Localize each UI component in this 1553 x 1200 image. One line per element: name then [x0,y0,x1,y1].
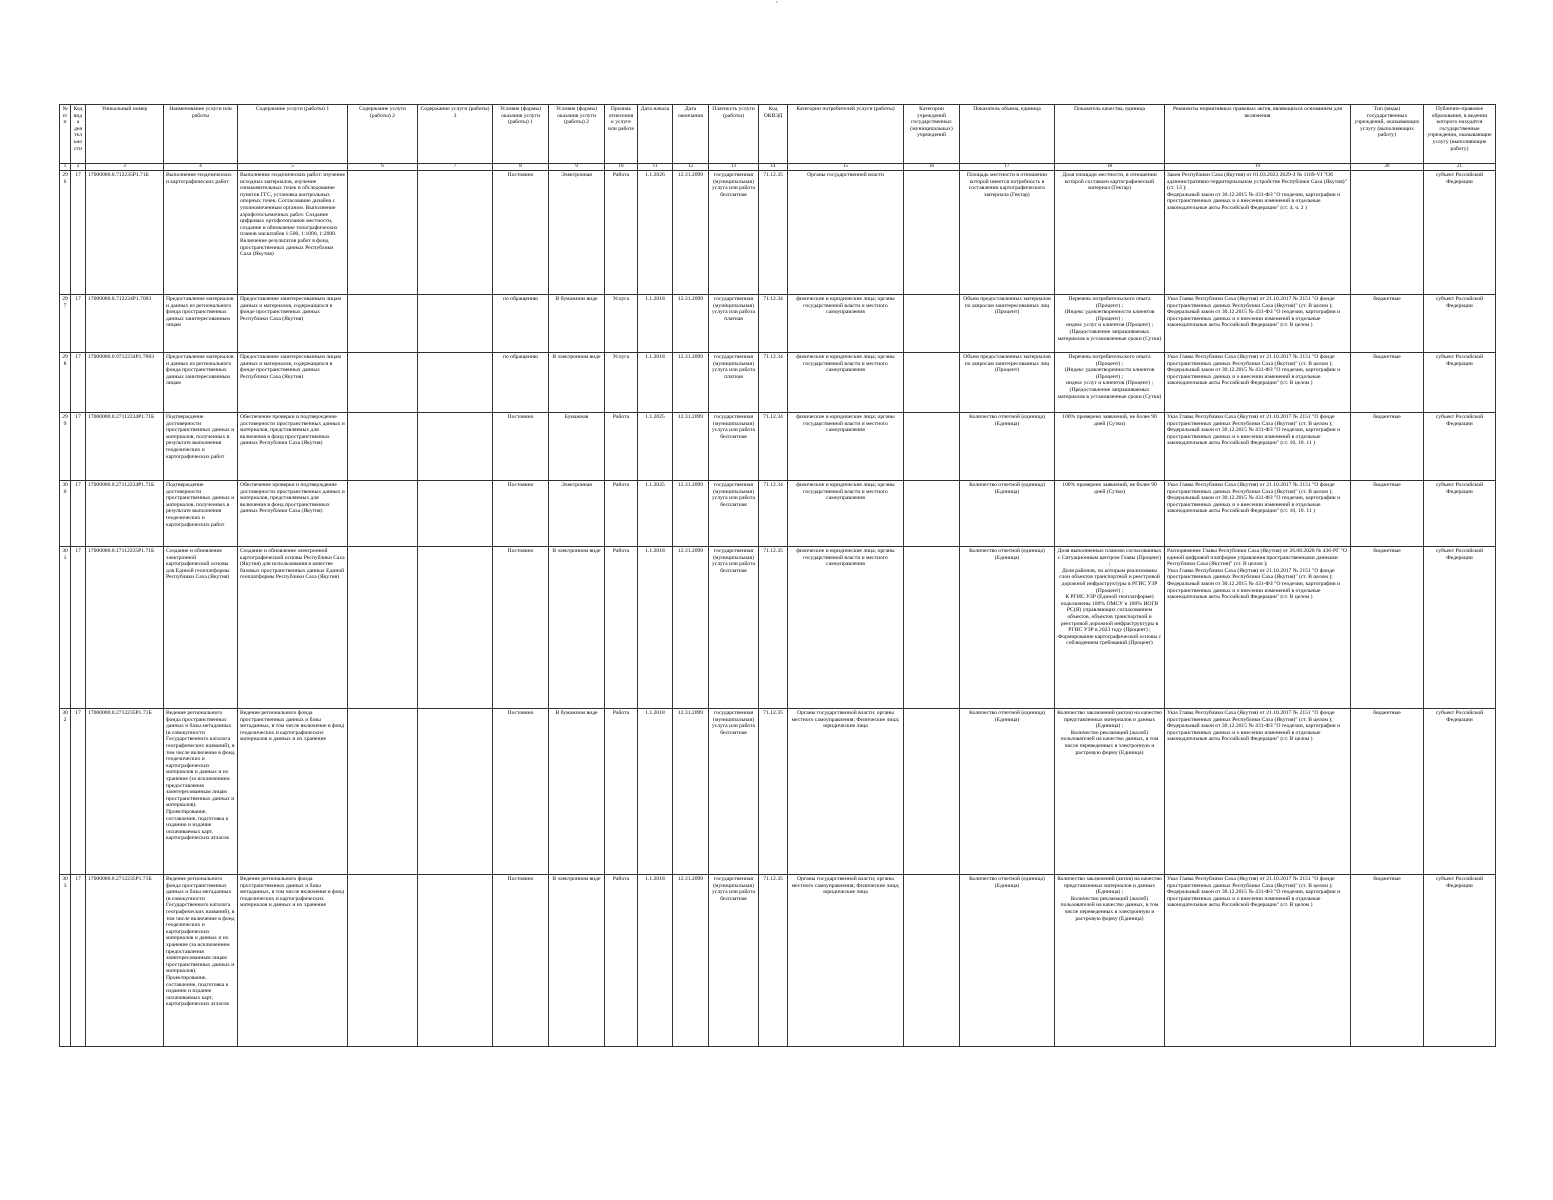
unique-number: 17000000.0.9712234P1.7003 [86,353,164,413]
service-content-3 [418,171,493,295]
volume-indicator: Количество отчетной (единица) (Единица) [960,709,1055,875]
public-entity: субъект Российской Федерации [1424,171,1496,295]
service-content-2 [348,709,418,875]
consumer-category: физические и юридические лица; органы государственной власти и местного самоуправления [788,353,904,413]
payment-type: государственная (муниципальная) услуга или работа бесплатная [709,709,759,875]
quality-indicator: 100% проверено заявлений, не более 90 дней (Сутки) [1055,481,1165,547]
legal-acts: Указ Главы Республики Саха (Якутия) от 21.10.2017 № 2151 "О фонде пространственных данных Республики Саха (Якутия)" (ст. В целом ); Федеральный закон от 30.12.2015 № 431-ФЗ "О геодезии, картографии и пространственных данных и о внесении изменений в отдельные законодательные акты Российской Федерации" (ст. В целом ) [1165,295,1351,353]
service-content-2 [348,481,418,547]
row-number: 297 [60,295,71,353]
start-date: 1.1.2025 [638,413,673,481]
consumer-category: Органы государственной власти; органы местного самоуправления; Физические лица; юридические лица [788,875,904,1047]
legal-acts: Указ Главы Республики Саха (Якутия) от 21.10.2017 № 2151 "О фонде пространственных данных Республики Саха (Якутия)" (ст. В целом ); Федеральный закон от 30.12.2015 № 431-ФЗ "О геодезии, картографии и пространственных данных и о внесении изменений в отдельные законодательные акты Российской Федерации" (ст. В целом ) [1165,709,1351,875]
institution-category [904,295,960,353]
column-number: 15 [788,164,904,171]
service-kind: Работа [605,547,638,709]
end-date: 12.31.2099 [673,875,709,1047]
payment-type: государственная (муниципальная) услуга или работа платная [709,295,759,353]
column-header: Условие (формы) оказания услуги (работы) 2 [549,105,605,164]
service-content-1: Обеспечение проверки и подтверждение достоверности пространственных данных и материалов, представляемых для включения в фонд пространственных данных Республики Саха (Якутия) [238,481,348,547]
start-date: 1.1.2025 [638,481,673,547]
column-header: Реквизиты нормативных правовых актов, являющихся основанием для включения [1165,105,1351,164]
column-number: 1 [60,164,71,171]
service-content-1: Предоставление заинтересованным лицам данных и материалов, содержащихся в фонде пространственных данных Республики Саха (Якутия) [238,353,348,413]
institution-category [904,481,960,547]
activity-code: 17 [71,295,86,353]
top-mark: " [776,2,779,7]
column-number: 11 [638,164,673,171]
okved-code: 71.12.34 [759,481,788,547]
service-condition-2: В электронном виде [549,547,605,709]
end-date: 12.31.2099 [673,353,709,413]
okved-code: 71.12.35 [759,709,788,875]
service-content-1: Выполнение геодезических работ: изучение исходных материалов, изучение ознакомительных точек и обследование пунктов ГГС, установка контрольных опорных точек. Согласование дизайна с уполномоченным органом. Выполнение аэрофотосъемочных работ. Создание цифровых ортофотопланов местности, создание и обновление топографических планов масштабов 1:500, 1:1000, 1:2000. Включение результатов работ в фонд пространственных данных Республики Саха (Якутия) [238,171,348,295]
unique-number: 17000000.0.27112234P1.71Б [86,481,164,547]
column-number: 20 [1351,164,1424,171]
end-date: 12.31.2099 [673,295,709,353]
service-content-1: Ведение регионального фонда пространственных данных и базы метаданных, в том числе включение в фонд геодезических и картографических материалов и данных и их хранение [238,875,348,1047]
service-condition-2: В бумажном виде [549,709,605,875]
table-row [60,295,1496,353]
service-content-2 [348,171,418,295]
service-content-3 [418,547,493,709]
service-content-1: Обеспечение проверки и подтверждение достоверности пространственных данных и материалов, представляемых для включения в фонд пространственных данных Республики Саха (Якутия) [238,413,348,481]
institution-category [904,875,960,1047]
institution-category [904,413,960,481]
service-content-1: Предоставление заинтересованным лицам данных и материалов, содержащихся в фонде пространственных данных Республики Саха (Якутия) [238,295,348,353]
column-header: Дата окончания [673,105,709,164]
service-content-2 [348,875,418,1047]
activity-code: 17 [71,171,86,295]
institution-type: бюджетные [1351,709,1424,875]
column-header: Показатель качества, единица [1055,105,1165,164]
service-condition-1: Постоянно [493,547,549,709]
unique-number: 17000000.0.2712235P1.71Б [86,875,164,1047]
column-header: Дата начала [638,105,673,164]
table-row [60,171,1496,295]
volume-indicator: Объем предоставленных материалов по запросам заинтересованных лиц (Процент) [960,353,1055,413]
okved-code: 71.12.34 [759,295,788,353]
service-name: Ведение регионального фонда пространственных данных и базы метаданных (в совокупности Государственного каталога географических названий), в том числе включение в фонд геодезических и картографических материалов и данных и их хранение (за исключением предоставления заинтересованным лицам пространственных данных и материалов). Проектирование, составление, подготовка к изданию и издание оплачиваемых карт, картографических атласов [164,875,238,1047]
quality-indicator: Количество заключений (актов) на качество представленных материалов и данных (Единица) ; Количество рекламаций (жалоб) пользователей на качество данных, в том числе переведенных в электронную и растровую форму (Единица) [1055,875,1165,1047]
table-row [60,709,1496,875]
service-content-3 [418,875,493,1047]
column-number: 21 [1424,164,1496,171]
okved-code: 71.12.35 [759,171,788,295]
volume-indicator: Количество отчетной (единица) (Единица) [960,481,1055,547]
activity-code: 17 [71,413,86,481]
service-name: Предоставление материалов и данных из регионального фонда пространственных данных заинтересованным лицам [164,295,238,353]
table-body [60,171,1496,1047]
public-entity: субъект Российской Федерации [1424,295,1496,353]
legal-acts: Указ Главы Республики Саха (Якутия) от 21.10.2017 № 2151 "О фонде пространственных данных Республики Саха (Якутия)" (ст. В целом ); Федеральный закон от 30.12.2015 № 431-ФЗ "О геодезии, картографии и пространственных данных и о внесении изменений в отдельные законодательные акты Российской Федерации" (ст. 10, 10. 11 ) [1165,481,1351,547]
end-date: 12.31.2099 [673,547,709,709]
public-entity: субъект Российской Федерации [1424,353,1496,413]
column-header: Содержание услуги (работы) 1 [238,105,348,164]
public-entity: субъект Российской Федерации [1424,481,1496,547]
end-date: 12.31.2099 [673,481,709,547]
column-number: 18 [1055,164,1165,171]
volume-indicator: Количество отчетной (единица) (Единица) [960,875,1055,1047]
payment-type: государственная (муниципальная) услуга или работа бесплатная [709,875,759,1047]
column-header: Признак отнесения к услуге или работе [605,105,638,164]
service-condition-2: В электронном виде [549,875,605,1047]
start-date: 1.1.2018 [638,875,673,1047]
end-date: 12.31.2099 [673,171,709,295]
okved-code: 71.12.35 [759,875,788,1047]
volume-indicator: Количество отчетной (единица) (Единица) [960,413,1055,481]
service-kind: Работа [605,709,638,875]
service-condition-1: Постоянно [493,481,549,547]
consumer-category: физические и юридические лица; органы государственной власти и местного самоуправления [788,481,904,547]
column-number: 7 [418,164,493,171]
column-number: 2 [71,164,86,171]
row-number: 299 [60,413,71,481]
legal-acts: Распоряжение Главы Республики Саха (Якутия) от 26.08.2020 № 436-РГ "О единой цифровой платформе управления пространственными данными Республики Саха (Якутия)" (ст. В целом ); Указ Главы Республики Саха (Якутия) от 21.10.2017 № 2151 "О фонде пространственных данных Республики Саха (Якутия)" (ст. В целом ); Федеральный закон от 30.12.2015 № 431-ФЗ "О геодезии, картографии и пространственных данных и о внесении изменений в отдельные законодательные акты Российской Федерации" (ст. В целом ) [1165,547,1351,709]
column-number: 6 [348,164,418,171]
row-number: 303 [60,875,71,1047]
institution-category [904,171,960,295]
consumer-category: Органы государственной власти [788,171,904,295]
column-header: Категории учреждений государственных (муниципальных) учреждений [904,105,960,164]
service-content-3 [418,413,493,481]
activity-code: 17 [71,353,86,413]
service-name: Подтверждение достоверности пространственных данных и материалов, полученных в результате выполнения геодезических и картографических работ [164,413,238,481]
column-header: Показатель объема, единица [960,105,1055,164]
unique-number: 17000000.0.17112235P1.71Б [86,547,164,709]
service-kind: Работа [605,875,638,1047]
activity-code: 17 [71,875,86,1047]
legal-acts: Указ Главы Республики Саха (Якутия) от 21.10.2017 № 2151 "О фонде пространственных данных Республики Саха (Якутия)" (ст. В целом ); Федеральный закон от 30.12.2015 № 431-ФЗ "О геодезии, картографии и пространственных данных и о внесении изменений в отдельные законодательные акты Российской Федерации" (ст. В целом ) [1165,875,1351,1047]
institution-type: бюджетные [1351,481,1424,547]
header-row [60,105,1496,164]
service-content-2 [348,547,418,709]
institution-category [904,353,960,413]
service-content-2 [348,353,418,413]
institution-type: бюджетные [1351,547,1424,709]
column-number: 5 [238,164,348,171]
payment-type: государственная (муниципальная) услуга или работа бесплатная [709,547,759,709]
column-header: № п/п [60,105,71,164]
activity-code: 17 [71,547,86,709]
quality-indicator: 100% проверено заявлений, не более 90 дней (Сутки) [1055,413,1165,481]
service-condition-2: Бумажная [549,413,605,481]
service-condition-1: Постоянно [493,413,549,481]
institution-type [1351,171,1424,295]
activity-code: 17 [71,481,86,547]
column-header: Код ОКВЭД [759,105,788,164]
service-content-1: Ведение регионального фонда пространственных данных и базы метаданных, в том числе включение в фонд геодезических и картографических материалов и данных и их хранение [238,709,348,875]
table-row [60,353,1496,413]
column-number: 3 [86,164,164,171]
okved-code: 71.12.35 [759,547,788,709]
institution-type: бюджетные [1351,875,1424,1047]
activity-code: 17 [71,709,86,875]
service-condition-2: В бумажном виде [549,295,605,353]
service-name: Подтверждение достоверности пространственных данных и материалов, полученных в результате выполнения геодезических и картографических работ [164,481,238,547]
column-header: Содержание услуги (работы) 3 [418,105,493,164]
column-number: 17 [960,164,1055,171]
institution-type: бюджетные [1351,295,1424,353]
volume-indicator: Количество отчетной (единица) (Единица) [960,547,1055,709]
service-kind: Работа [605,413,638,481]
quality-indicator: Количество заключений (актов) на качество представленных материалов и данных (Единица) ; Количество рекламаций (жалоб) пользователей на качество данных, в том числе переведенных в электронную и растровую форму (Единица) [1055,709,1165,875]
institution-type: бюджетные [1351,413,1424,481]
volume-indicator: Площадь местности в отношении которой имеется потребность в составлении картографического материала (Гектар) [960,171,1055,295]
end-date: 12.31.2099 [673,709,709,875]
payment-type: государственная (муниципальная) услуга или работа платная [709,353,759,413]
service-kind: Услуга [605,353,638,413]
payment-type: государственная (муниципальная) услуга или работа бесплатная [709,171,759,295]
quality-indicator: Доля выполненных планово согласованных с Ситуационным центром Главы (Процент) ; Доля районов, по которым реализованы слои объектов транспортной и реестровой дорожной инфраструктуры в РГИС УЗР (Процент) ; К РГИС УЗР (Единой геоплатформе) подключены 100% ОМСУ и 100% ИОГВ РС(Я) управляющих согласованием объектов, объектов транспортной и реестровой дорожной инфраструктуры в РГИС УЗР в 2023 году (Процент) ; Формирование картографической основы с соблюдением требований (Процент) [1055,547,1165,709]
row-number: 301 [60,547,71,709]
unique-number: 17000000.0.712234P1.7003 [86,295,164,353]
okved-code: 71.12.34 [759,413,788,481]
legal-acts: Закон Республики Саха (Якутия) от 01.03.2023 2629-З № 1169-VI "Об административно-территориальном устройстве Республики Саха (Якутия)" (ст. 13 ); Федеральный закон от 30.12.2015 № 431-ФЗ "О геодезии, картографии и пространственных данных и о внесении изменений в отдельные законодательные акты Российской Федерации" (ст. 4, ч. 2 ) [1165,171,1351,295]
consumer-category: физические и юридические лица; органы государственной власти и местного самоуправления [788,547,904,709]
service-name: Выполнение геодезических и картографических работ [164,171,238,295]
service-condition-2: Электронная [549,171,605,295]
okved-code: 71.12.34 [759,353,788,413]
service-kind: Услуга [605,295,638,353]
legal-acts: Указ Главы Республики Саха (Якутия) от 21.10.2017 № 2151 "О фонде пространственных данных Республики Саха (Якутия)" (ст. В целом ); Федеральный закон от 30.12.2015 № 431-ФЗ "О геодезии, картографии и пространственных данных и о внесении изменений в отдельные законодательные акты Российской Федерации" (ст. 10, 10. 11 ) [1165,413,1351,481]
table-row [60,875,1496,1047]
start-date: 1.1.2018 [638,353,673,413]
legal-acts: Указ Главы Республики Саха (Якутия) от 21.10.2017 № 2151 "О фонде пространственных данных Республики Саха (Якутия)" (ст. В целом ); Федеральный закон от 30.12.2015 № 431-ФЗ "О геодезии, картографии и пространственных данных и о внесении изменений в отдельные законодательные акты Российской Федерации" (ст. В целом ) [1165,353,1351,413]
consumer-category: физические и юридические лица; органы государственной власти и местного самоуправления [788,295,904,353]
row-number: 300 [60,481,71,547]
start-date: 1.1.2026 [638,171,673,295]
column-number: 10 [605,164,638,171]
service-condition-1: Постоянно [493,709,549,875]
column-header: Платность услуги (работы) [709,105,759,164]
service-condition-1: Постоянно [493,875,549,1047]
institution-category [904,709,960,875]
public-entity: субъект Российской Федерации [1424,875,1496,1047]
quality-indicator: Перечень потребительского опыта (Процент) ; (Индекс удовлетворенности клиентов (Процент) ; индекс услуг и клиентов (Процент) ; (Предоставление запрашиваемых материалов в установленные сроки (Сутки) [1055,295,1165,353]
row-number: 298 [60,353,71,413]
institution-category [904,547,960,709]
column-header: Категории потребителей услуги (работы) [788,105,904,164]
volume-indicator: Объем предоставленных материалов по запросам заинтересованных лиц (Процент) [960,295,1055,353]
service-name: Предоставление материалов и данных из регионального фонда пространственных данных заинтересованным лицам [164,353,238,413]
service-condition-2: В электронном виде [549,353,605,413]
column-number: 14 [759,164,788,171]
column-header: Публично-правовое образование, в ведении которого находятся государственные учреждения, оказывающие услугу (выполняющие работу) [1424,105,1496,164]
end-date: 12.31.2099 [673,413,709,481]
service-content-3 [418,353,493,413]
service-condition-2: Электронная [549,481,605,547]
service-name: Создание и обновление электронной картографической основы для Единой геоплатформы Республики Саха (Якутия) [164,547,238,709]
unique-number: 17000000.0.712235P1.71Б [86,171,164,295]
column-number-row [60,164,1496,171]
start-date: 1.1.2018 [638,709,673,875]
service-condition-1: по обращению [493,295,549,353]
public-entity: субъект Российской Федерации [1424,413,1496,481]
service-content-3 [418,709,493,875]
quality-indicator: Доля площади местности, в отношении которой составлен картографический материал (Гектар) [1055,171,1165,295]
row-number: 302 [60,709,71,875]
public-entity: субъект Российской Федерации [1424,709,1496,875]
column-number: 16 [904,164,960,171]
service-kind: Работа [605,171,638,295]
column-header: Код вида деятельности [71,105,86,164]
service-content-3 [418,481,493,547]
service-content-2 [348,413,418,481]
column-number: 13 [709,164,759,171]
service-kind: Работа [605,481,638,547]
consumer-category: Органы государственной власти; органы местного самоуправления; Физические лица; юридические лица [788,709,904,875]
column-header: Содержание услуги (работы) 2 [348,105,418,164]
column-header: Условие (формы) оказания услуги (работы) 1 [493,105,549,164]
service-condition-1: Постоянно [493,171,549,295]
column-number: 12 [673,164,709,171]
column-header: Уникальный номер [86,105,164,164]
unique-number: 17000000.0.27112234P1.71Б [86,413,164,481]
column-number: 9 [549,164,605,171]
quality-indicator: Перечень потребительского опыта (Процент) ; (Индекс удовлетворенности клиентов (Процент) ; индекс услуг и клиентов (Процент) ; (Предоставление запрашиваемых материалов в установленные сроки (Сутки) [1055,353,1165,413]
public-entity: субъект Российской Федерации [1424,547,1496,709]
consumer-category: физические и юридические лица; органы государственной власти и местного самоуправления [788,413,904,481]
service-content-2 [348,295,418,353]
service-content-3 [418,295,493,353]
column-header: Тип (виды) государственных учреждений, оказывающих услугу (выполняющих работу) [1351,105,1424,164]
service-name: Ведение регионального фонда пространственных данных и базы метаданных (в совокупности Государственного каталога географических названий), в том числе включение в фонд геодезических и картографических материалов и данных и их хранение (за исключением предоставления заинтересованным лицам пространственных данных и материалов). Проектирование, составление, подготовка к изданию и издание оплачиваемых карт, картографических атласов [164,709,238,875]
table-row [60,481,1496,547]
service-content-1: Создание и обновление электронной картографической основы Республики Саха (Якутия) для использования в качестве базовых пространственных данных Единой геоплатформы Республики Саха (Якутия) [238,547,348,709]
payment-type: государственная (муниципальная) услуга или работа бесплатная [709,413,759,481]
start-date: 1.1.2018 [638,295,673,353]
payment-type: государственная (муниципальная) услуга или работа бесплатная [709,481,759,547]
registry-table [59,104,1496,1047]
column-header: Наименование услуги или работы [164,105,238,164]
table-row [60,413,1496,481]
column-number: 19 [1165,164,1351,171]
service-condition-1: по обращению [493,353,549,413]
start-date: 1.1.2018 [638,547,673,709]
institution-type: бюджетные [1351,353,1424,413]
row-number: 296 [60,171,71,295]
unique-number: 17000000.0.2712235P1.71Б [86,709,164,875]
column-number: 8 [493,164,549,171]
column-number: 4 [164,164,238,171]
table-row [60,547,1496,709]
